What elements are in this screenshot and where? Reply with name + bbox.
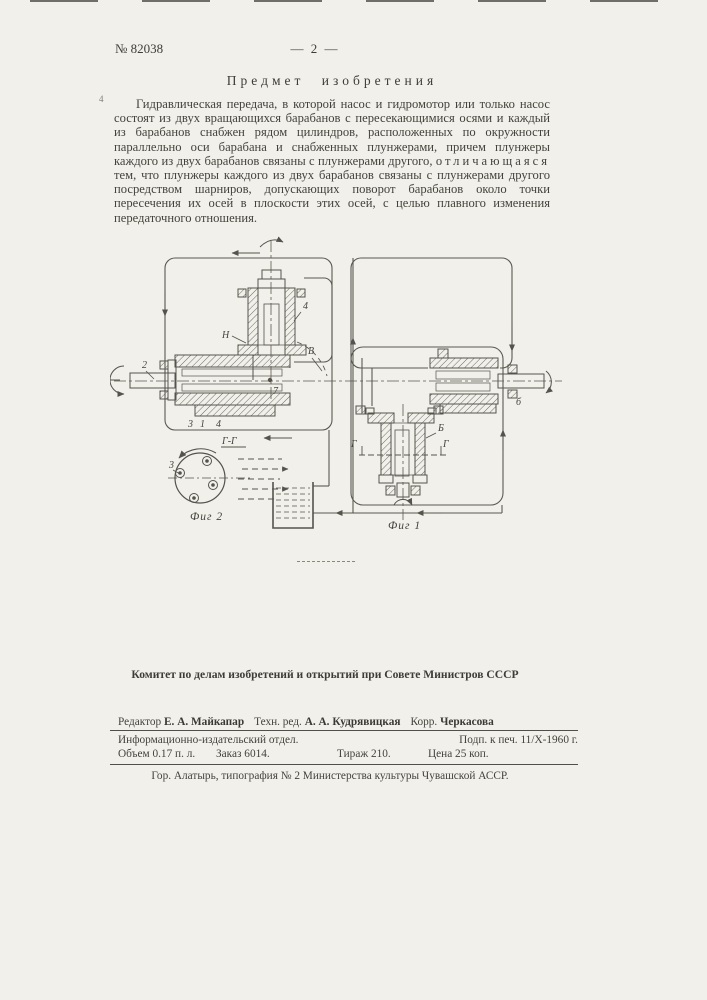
section-mark-label: Г-Г — [222, 436, 237, 447]
label-B-motor-drum: Б — [438, 423, 444, 434]
rotation-arrow-top — [260, 240, 283, 247]
pivot-point — [268, 378, 272, 382]
scan-artifact — [30, 0, 678, 2]
tech-editor-label: Техн. ред. — [254, 716, 302, 728]
volume: Объем 0.17 п. л. — [118, 748, 196, 760]
scan-artifact: 4 — [99, 94, 104, 104]
label-2-input-shaft: 2 — [142, 360, 147, 371]
claim-text-after: тем, что плунжеры каждого из двух барабанов связаны с плунжерами другого посредством шарниров, допускающих поворот барабанов около точки пересечения их осей в плоскости этих осей, с целью плавного изменения передаточного отношения. — [114, 168, 550, 225]
claim-paragraph — [114, 97, 550, 225]
order-number: Заказ 6014. — [216, 748, 270, 760]
section-title: Предмет изобретения — [226, 73, 438, 88]
fig1-caption: Фиг 1 — [388, 520, 422, 532]
label-7-pivot: 7 — [273, 386, 278, 397]
label-4-drum: 4 — [216, 419, 221, 430]
patent-number: № 82038 — [115, 41, 164, 56]
fig2-caption: Фиг 2 — [190, 511, 224, 523]
label-V: В — [308, 346, 315, 357]
label-b-output-shaft: б — [516, 397, 522, 408]
divider-rule — [110, 730, 578, 731]
patent-figure — [110, 232, 570, 532]
figure-area — [110, 232, 570, 532]
label-H: Н — [222, 330, 230, 341]
oil-tank — [273, 482, 313, 528]
claim-emphasized-word: отличающаяся — [435, 153, 550, 168]
editor-label: Редактор — [118, 716, 162, 728]
editors-line — [118, 716, 578, 728]
signed-to-print: Подп. к печ. 11/X-1960 г. — [459, 734, 578, 746]
print-run: Тираж 210. — [337, 748, 391, 760]
label-4-cylinder: 4 — [303, 301, 308, 312]
label-3-fig2: 3 — [169, 460, 174, 471]
claim-text-before: Гидравлическая передача, в которой насос и гидромотор или только насос состоят из двух вращающихся барабанов с пересекающимися осями и каждый из барабанов снабжен рядом цилиндров, расположенных по окружности параллельно оси барабана и снабженных плунжерами, причем плунжеры каждого из двух барабанов связаны с плунжерами другого, — [114, 97, 550, 168]
fig2-section-view — [168, 447, 288, 503]
corrector-label: Корр. — [410, 716, 438, 728]
label-G-section-left: Г — [351, 439, 357, 450]
editor-name: Е. А. Майкапар — [164, 716, 245, 728]
label-1-drum: 1 — [200, 419, 205, 430]
page-number: — 2 — — [290, 41, 340, 56]
price: Цена 25 коп. — [428, 748, 489, 760]
motor-housing-outline — [351, 258, 512, 368]
corrector-name: Черкасова — [440, 716, 494, 728]
printing-house-line: Гор. Алатырь, типография № 2 Министерства культуры Чувашской АССР. — [151, 770, 509, 782]
rotation-arrow-output-shaft — [546, 371, 551, 393]
divider-rule — [110, 764, 578, 765]
tech-editor-name: А. А. Кудрявицкая — [304, 716, 401, 728]
label-3-drum: 3 — [188, 419, 193, 430]
info-dept: Информационно-издательский отдел. — [118, 734, 299, 746]
imprint-row — [118, 734, 578, 746]
label-G-section-right: Г — [443, 439, 449, 450]
committee-line: Комитет по делам изобретений и открытий при Совете Министров СССР — [131, 668, 519, 681]
scan-artifact — [297, 561, 355, 562]
